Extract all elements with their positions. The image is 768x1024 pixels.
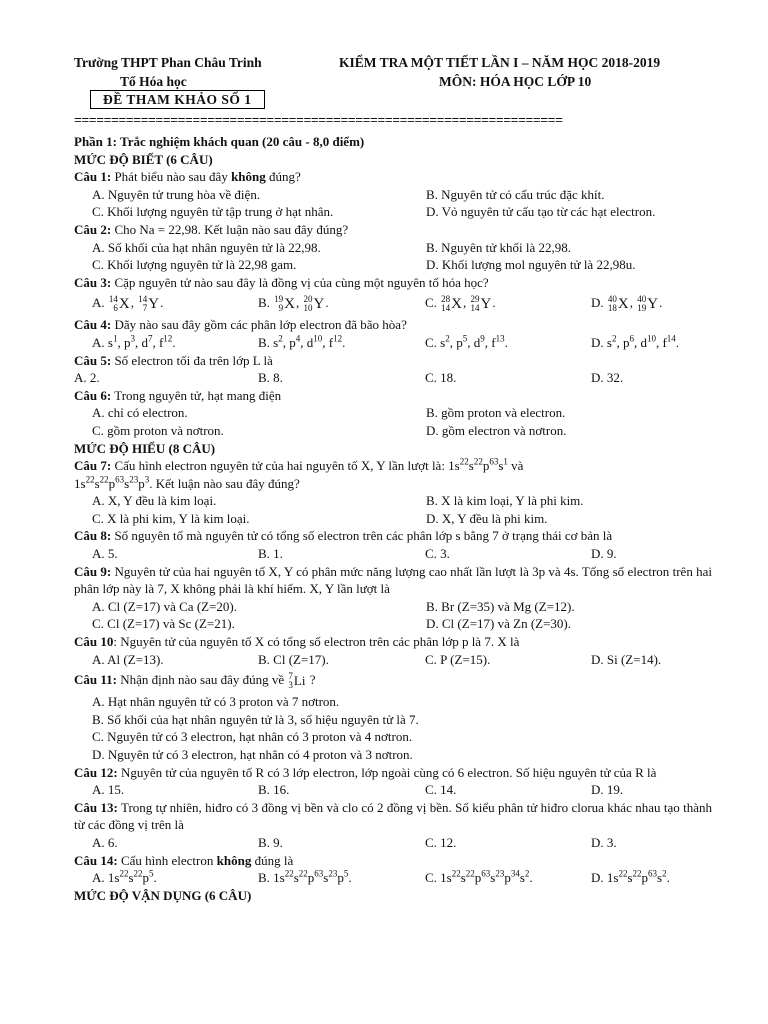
question-11: Câu 11: Nhận định nào sau đây đúng về 7 3 Li ? A. Hạt nhân nguyên tử có 3 proton và 7 nơtron. B. Số khối của hạt nhân nguyên tử là 3, số hiệu nguyên tử là 7. C. Nguyên tử có 3 electron, hạt nhân có 3 proton và 4 nơtron. D. Nguyên tử có 3 electron, hạt nhân có 4 proton và 3 nơtron.	[74, 668, 712, 763]
exam-title: KIỂM TRA MỘT TIẾT LẦN I – NĂM HỌC 2018-2019	[339, 55, 661, 70]
option-c: C. Khối lượng nguyên tử tập trung ở hạt nhân.	[92, 204, 334, 220]
option-d: D. 9.	[591, 546, 617, 562]
option-c: C. gồm proton và nơtron.	[92, 422, 224, 438]
question-label: Câu 4:	[74, 317, 112, 333]
question-6	[74, 387, 712, 440]
option-d: D. Si (Z=14).	[591, 651, 662, 667]
exam-page	[74, 50, 712, 904]
question-2	[74, 221, 712, 274]
option-c: C. $s^2$, $p^5$, $d^9$, $f^{13}$.	[425, 333, 508, 350]
option-d: D. Cl (Z=17) và Zn (Z=30).	[426, 616, 571, 632]
level-heading-know: MỨC ĐỘ BIẾT (6 CÂU)	[74, 151, 213, 167]
question-12	[74, 764, 712, 799]
option-b: B. 16.	[258, 782, 290, 798]
option-d: D. gồm electron và nơtron.	[426, 422, 567, 438]
option-a: A. Nguyên tử trung hòa về điện.	[92, 186, 261, 202]
isotope-notation: 40 19 Y	[637, 294, 659, 314]
isotope-notation: 7 3 Li	[288, 671, 306, 691]
option-a: A. 5.	[92, 546, 118, 562]
question-emphasis: không	[231, 169, 266, 185]
option-b: B. $s^2$, $p^4$, $d^{10}$, $f^{12}$.	[258, 333, 346, 350]
option-d: D. $1s^{22}s^{22}p^{63}s^2$.	[591, 868, 670, 886]
question-13	[74, 799, 712, 852]
question-text: Số nguyên tố mà nguyên tử có tổng số electron trên các phân lớp s bằng 7 ở trạng thái cơ bản là	[111, 528, 613, 544]
option-c: C. 12.	[425, 835, 457, 850]
subject-title: MÔN: HÓA HỌC LỚP 10	[439, 74, 592, 89]
question-label: Câu 8:	[74, 528, 112, 544]
question-text: Số electron tối đa trên lớp L là	[111, 352, 273, 368]
question-4	[74, 316, 712, 351]
question-8	[74, 527, 712, 562]
isotope-notation: 29 14 Y	[470, 294, 492, 314]
question-emphasis: không	[216, 852, 252, 868]
question-label: Câu 7:	[74, 458, 112, 474]
option-c: C. $1s^{22}s^{22}p^{63}s^{23}p^{34}s^2$.	[425, 868, 533, 886]
option-b: B. 1.	[258, 546, 283, 562]
option-b: B. Br (Z=35) và Mg (Z=12).	[426, 598, 575, 614]
level-heading-understand: MỨC ĐỘ HIỂU (8 CÂU)	[74, 440, 216, 456]
option-b: B. $1s^{22}s^{22}p^{63}s^{23}p^5$.	[258, 868, 352, 886]
question-label: Câu 12:	[74, 764, 118, 780]
option-d: D. X, Y đều là phi kim.	[426, 510, 548, 526]
option-c: C. 3.	[425, 546, 450, 562]
question-label: Câu 10	[74, 634, 114, 650]
option-a: A. $1s^{22}s^{22}p^5$.	[92, 868, 157, 886]
question-7	[74, 457, 712, 527]
question-text: Cho Na = 22,98. Kết luận nào sau đây đúng?	[111, 221, 349, 237]
question-14	[74, 852, 712, 887]
option-a: A. 15.	[92, 782, 125, 798]
question-label: Câu 14:	[74, 852, 118, 868]
question-label: Câu 2:	[74, 221, 112, 237]
question-text: Nhận định nào sau đây đúng về	[116, 672, 288, 688]
question-label: Câu 13:	[74, 799, 118, 815]
part1-heading: Phần 1: Trắc nghiệm khách quan (20 câu - 8,0 điểm)	[74, 134, 365, 149]
question-text: đúng?	[265, 169, 301, 185]
question-text: $1s^{22}s^{22}p^{63}s^{23}p^3$. Kết luận nào sau đây đúng?	[74, 474, 300, 491]
option-a: A. chỉ có electron.	[92, 405, 188, 421]
question-text: Cấu hình electron nguyên tử của hai nguyên tố X, Y lần lượt là: $1s^{22}s^{22}p^{63}s^1$ và	[111, 456, 524, 474]
option-b: B. Cl (Z=17).	[258, 651, 329, 667]
question-label: Câu 5:	[74, 352, 112, 368]
option-a: A. 2.	[74, 370, 100, 386]
option-b: B. Số khối của hạt nhân nguyên tử là 3, số hiệu nguyên tử là 7.	[92, 711, 419, 727]
question-5	[74, 352, 712, 387]
option-b: B. 8.	[258, 370, 283, 386]
option-d: D. Vỏ nguyên tử cấu tạo từ các hạt electron.	[426, 204, 656, 220]
option-d: D. Nguyên tử có 3 electron, hạt nhân có 4 proton và 3 nơtron.	[92, 747, 413, 763]
school-name: Trường THPT Phan Châu Trinh	[74, 55, 262, 70]
question-label: Câu 6:	[74, 387, 112, 403]
level-heading-apply: MỨC ĐỘ VẬN DỤNG (6 CÂU)	[74, 887, 252, 903]
option-d: D. $s^2$, $p^6$, $d^{10}$, $f^{14}$.	[591, 333, 680, 350]
option-d: D. 3.	[591, 835, 617, 850]
department-name: Tổ Hóa học	[120, 74, 187, 89]
option-c: C. 18.	[425, 370, 457, 386]
option-c: C. 14.	[425, 782, 457, 798]
option-a: A. Hạt nhân nguyên tử có 3 proton và 7 nơtron.	[92, 694, 340, 710]
option-c: C. P (Z=15).	[425, 651, 491, 667]
option-a: A. 6.	[92, 835, 118, 850]
question-label: Câu 11:	[74, 672, 117, 688]
question-text: Dãy nào sau đây gồm các phân lớp electron đã bão hòa?	[111, 317, 407, 333]
option-c: C. Nguyên tử có 3 electron, hạt nhân có 3 proton và 4 nơtron.	[92, 729, 413, 745]
option-b: B. X là kim loại, Y là phi kim.	[426, 493, 584, 509]
option-a: A. Al (Z=13).	[92, 651, 164, 667]
isotope-notation: 14 6 X	[108, 294, 130, 314]
separator-line: ==================================================================	[74, 116, 563, 125]
option-c: C. X là phi kim, Y là kim loại.	[92, 510, 250, 526]
option-a: A. $s^1$, $p^3$, $d^7$, $f^{12}$.	[92, 333, 176, 350]
question-text: Trong tự nhiên, hiđro có 3 đồng vị bền và clo có 2 đồng vị bền. Số kiểu phân tử hiđro clorua khác nhau tạo thành từ các đồng vị trên là	[74, 799, 712, 833]
question-text: Nguyên tử của hai nguyên tố X, Y có phân mức năng lượng cao nhất lần lượt là 3p và 4s. Tổng số electron trên hai phân lớp này là 7, X không phải là khí hiếm. X, Y lần lượt là	[74, 563, 712, 597]
question-10	[74, 633, 712, 668]
isotope-notation: 28 14 X	[441, 294, 463, 314]
reference-exam-label: ĐỀ THAM KHẢO SỐ 1	[90, 90, 265, 109]
option-b: B. gồm proton và electron.	[426, 405, 566, 421]
isotope-notation: 40 18 X	[607, 294, 629, 314]
isotope-options	[74, 291, 712, 316]
option-c: C. Cl (Z=17) và Sc (Z=21).	[92, 616, 235, 632]
option-c: C. 28 14 X , 29 14 Y .	[425, 291, 591, 316]
option-b: B. 9.	[258, 835, 283, 850]
isotope-notation: 20 10 Y	[303, 294, 325, 314]
question-3	[74, 274, 712, 317]
question-text: : Nguyên tử của nguyên tố X có tổng số electron trên các phân lớp p là 7. X là	[113, 634, 520, 650]
isotope-notation: 14 7 Y	[138, 294, 160, 314]
question-label: Câu 9:	[74, 563, 112, 579]
question-text: Trong nguyên tử, hạt mang điện	[111, 387, 282, 403]
question-text: Nguyên tử của nguyên tố R có 3 lớp electron, lớp ngoài cùng có 6 electron. Số hiệu nguyên tử của R là	[117, 764, 657, 780]
question-text: Cấu hình electron	[117, 852, 217, 868]
isotope-notation: 19 9 X	[274, 294, 296, 314]
option-b: B. Nguyên tử khối là 22,98.	[426, 239, 571, 255]
option-a: A. Số khối của hạt nhân nguyên tử là 22,98.	[92, 239, 321, 255]
option-d: D. 40 18 X , 40 19 Y .	[591, 291, 721, 316]
question-label: Câu 3:	[74, 274, 112, 290]
option-a: A. 14 6 X , 14 7 Y .	[92, 291, 258, 316]
question-9	[74, 563, 712, 633]
option-a: A. X, Y đều là kim loại.	[92, 493, 217, 509]
question-1	[74, 168, 712, 221]
exam-header	[74, 50, 712, 108]
option-b: B. Nguyên tử có cấu trúc đặc khít.	[426, 186, 605, 202]
option-d: D. Khối lượng mol nguyên tử là 22,98u.	[426, 257, 636, 273]
option-d: D. 32.	[591, 370, 624, 386]
question-text: đúng là	[251, 852, 294, 868]
option-c: C. Khối lượng nguyên tử là 22,98 gam.	[92, 257, 297, 273]
option-a: A. Cl (Z=17) và Ca (Z=20).	[92, 598, 237, 614]
question-label: Câu 1:	[74, 169, 112, 185]
question-text: Phát biểu nào sau đây	[111, 169, 232, 185]
question-text: Cặp nguyên tử nào sau đây là đồng vị của cùng một nguyên tố hóa học?	[111, 274, 489, 290]
option-d: D. 19.	[591, 782, 624, 798]
option-b: B. 19 9 X , 20 10 Y .	[258, 291, 425, 316]
